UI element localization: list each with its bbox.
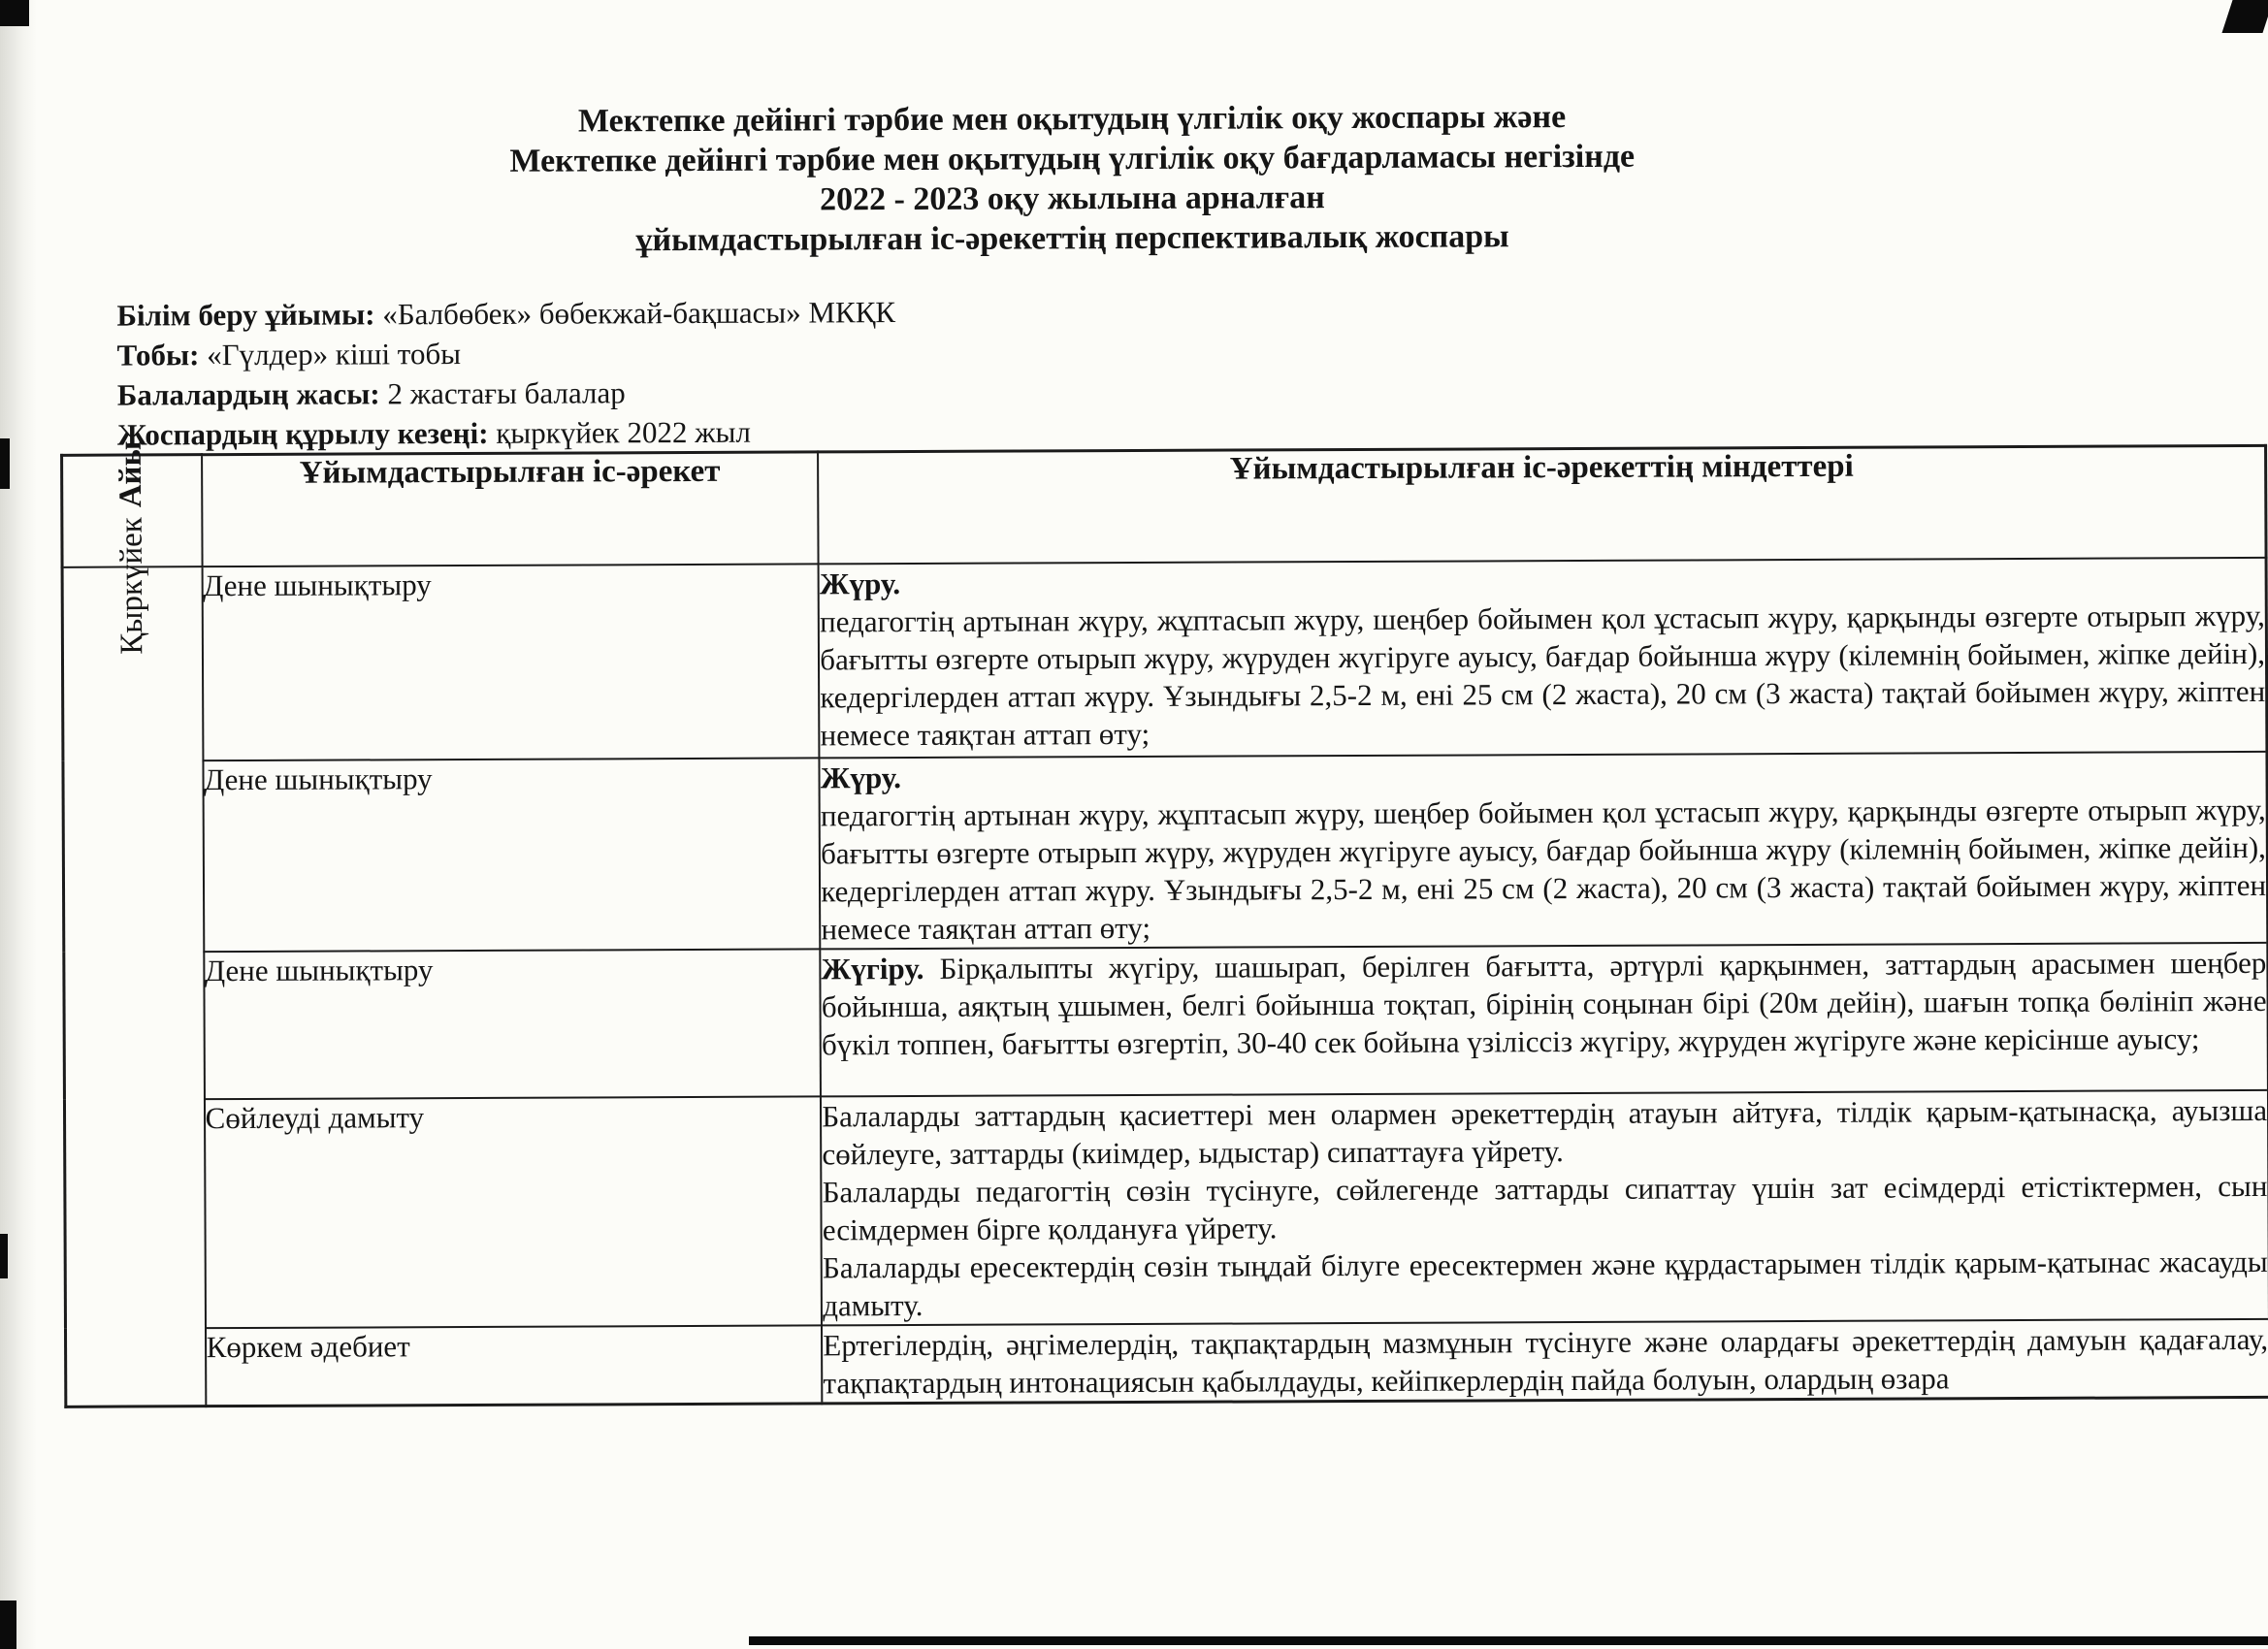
info-group-label: Тобы:	[116, 338, 200, 372]
objective-lead: Жүру.	[820, 760, 901, 794]
table-row	[64, 1089, 2268, 1328]
table-row	[65, 1318, 2268, 1406]
header-objectives-cell: Ұйымдастырылған іс-әрекеттің міндеттері	[818, 445, 2266, 564]
title-line-2: Мектепке дейінгі тәрбие мен оқытудың үлгілік оқу бағдарламасы негізінде	[509, 138, 1636, 179]
objective-paragraph: Балаларды педагогтің сөзін түсінуге, сөйлегенде заттарды сипаттау үшін зат есімдерді етістіктермен, сын есімдермен бірге қолдануға үйрету.	[822, 1168, 2268, 1246]
objectives-cell	[820, 751, 2268, 949]
table-header-row	[62, 445, 2266, 566]
objectives-cell	[821, 1089, 2268, 1325]
activity-cell: Дене шынықтыру	[204, 949, 821, 1099]
title-line-1: Мектепке дейінгі тәрбие мен оқытудың үлгілік оқу жоспары және	[577, 99, 1567, 140]
title-line-3: 2022 - 2023 оқу жылына арналған	[819, 179, 1325, 218]
info-plan-period-label: Жоспардың құрылу кезеңі:	[116, 415, 489, 452]
header-month-label: Айы	[113, 440, 149, 508]
info-children-age-label: Балалардың жасы:	[116, 376, 380, 412]
info-plan-period	[117, 411, 896, 455]
activity-cell: Сөйлеуді дамыту	[205, 1096, 823, 1328]
objective-paragraph: Балаларды заттардың қасиеттері мен олармен әрекеттердің атауын айтуға, тілдік қарым-қатынасқа, ауызша сөйлеуге, заттарды (киімдер, ыдыстар) сипаттауға үйрету.	[822, 1092, 2268, 1171]
table-row	[62, 557, 2267, 760]
info-organization-label: Білім беру ұйымы:	[116, 297, 375, 333]
objectives-cell	[822, 1318, 2268, 1403]
plan-table	[60, 440, 2268, 1407]
objective-text: педагогтің артынан жүру, жұптасып жүру, шеңбер бойымен қол ұстасып жүру, қарқынды өзгерте отырып жүру, бағытты өзгерте отырып жүру, жүруден жүгіруге ауысу, бағдар бойынша жүру (кілемнің бойымен, жіпке дейін), кедергілерден аттап жүру. Ұзындығы 2,5-2 м, ені 25 см (2 жаста), 20 см (3 жаста) тақтай бойымен жүру, жіптен немесе таяқтан аттап өту;	[820, 792, 2267, 946]
info-children-age	[117, 372, 896, 415]
objectives-cell	[819, 557, 2267, 758]
info-children-age-value: 2 жастағы балалар	[379, 375, 626, 411]
info-organization-value: «Балбөбек» бөбекжай-бақшасы» МКҚК	[374, 295, 896, 332]
month-label: Қыркүйек	[113, 516, 150, 655]
document-title	[0, 94, 2147, 263]
objective-paragraph: Балаларды ересектердің сөзін тыңдай білуге ересектермен және құрдастарымен тілдік қарым-қатынас жасауды дамыту.	[822, 1244, 2268, 1322]
title-line-4: ұйымдастырылған іс-әрекеттің перспективалық жоспары	[635, 218, 1509, 259]
objective-text: Жүгіру. Бірқалыпты жүгіру, шашырап, берілген бағытта, әртүрлі қарқынмен, заттардың арасымен шеңбер бойынша, аяқтың ұшымен, белгі бойынша тоқтап, бірінің соңынан бірі (20м дейін), шағын топқа бөлініп және бүкіл топпен, бағытты өзгертіп, 30-40 сек бойына үзіліссіз жүгіру, жүруден жүгіруге және керісінше ауысу;	[821, 945, 2267, 1061]
header-activity-cell: Ұйымдастырылған іс-әрекет	[202, 452, 819, 566]
activity-cell: Дене шынықтыру	[203, 758, 821, 952]
table-row	[63, 751, 2268, 952]
info-organization	[116, 292, 895, 336]
activity-cell: Көркем әдебиет	[206, 1325, 823, 1406]
info-plan-period-value: қыркүйек 2022 жыл	[488, 414, 751, 450]
objective-text: педагогтің артынан жүру, жұптасып жүру, шеңбер бойымен қол ұстасып жүру, қарқынды өзгерте отырып жүру, бағытты өзгерте отырып жүру, жүруден жүгіруге ауысу, бағдар бойынша жүру (кілемнің бойымен, жіпке дейін), кедергілерден аттап жүру. Ұзындығы 2,5-2 м, ені 25 см (2 жаста), 20 см (3 жаста) тақтай бойымен жүру, жіптен немесе таяқтан аттап өту;	[819, 598, 2266, 752]
objective-paragraph: Ертегілердің, әңгімелердің, тақпақтардың мазмұнын түсінуге және олардағы әрекеттердің дамуын қадағалау, тақпақтардың интонациясын қабылдауды, кейіпкерлердің пайда болуын, олардың өзара	[823, 1321, 2268, 1400]
document-info	[116, 292, 895, 455]
objectives-cell	[821, 942, 2268, 1096]
info-group	[117, 332, 896, 375]
info-group-value: «Гүлдер» кіші тобы	[199, 337, 462, 372]
table-row	[64, 942, 2268, 1099]
objective-lead: Жүгіру.	[821, 951, 924, 986]
activity-cell: Дене шынықтыру	[202, 564, 820, 760]
month-cell	[62, 516, 206, 1406]
objective-lead: Жүру.	[819, 566, 901, 600]
